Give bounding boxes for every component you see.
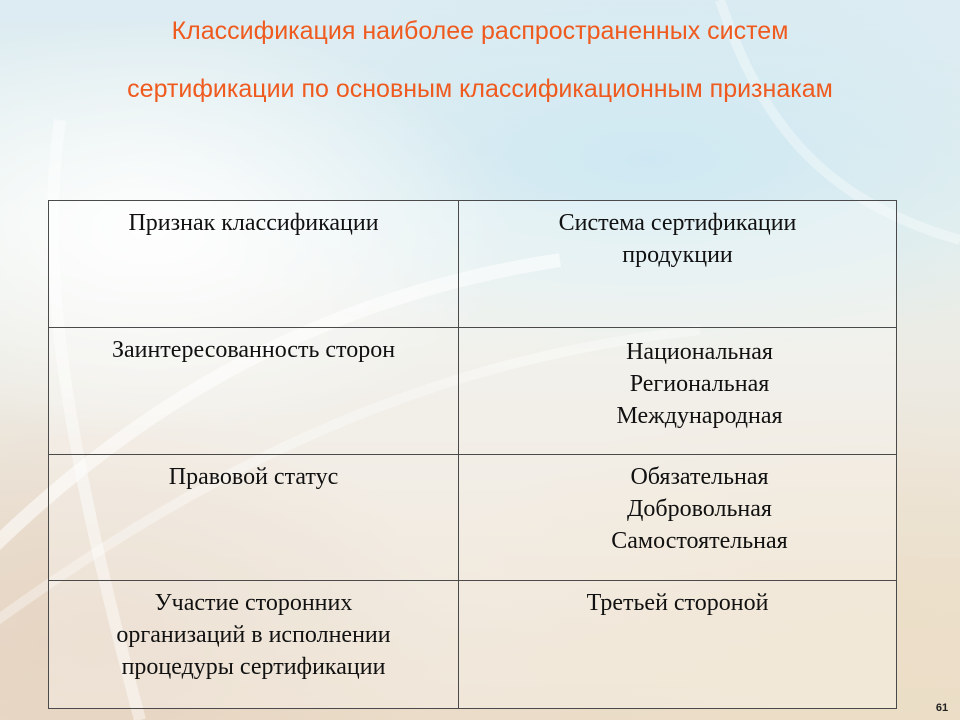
criterion-text: Правовой статус: [168, 464, 339, 490]
slide-title-line-1: Классификация наиболее распространенных систем: [171, 17, 789, 45]
header-system-text-line-2: продукции: [622, 242, 733, 268]
table-row: [49, 455, 897, 581]
header-cell-criterion: [49, 201, 459, 328]
systems-cell: [459, 328, 897, 455]
slide-page-number: 61: [935, 702, 949, 714]
criterion-text-line-2: организаций в исполнении: [116, 622, 391, 648]
system-item: Добровольная: [627, 496, 772, 522]
criterion-text-line-3: процедуры сертификации: [121, 654, 386, 680]
table-row: [49, 328, 897, 455]
classification-table-container: [48, 200, 896, 708]
criterion-cell: [49, 328, 459, 455]
classification-table: [48, 200, 897, 709]
table-header-row: [49, 201, 897, 328]
system-item: Обязательная: [630, 464, 769, 490]
system-item: Национальная: [626, 339, 773, 365]
header-criterion-text: Признак классификации: [128, 210, 379, 236]
criterion-text: Заинтересованность сторон: [111, 337, 396, 363]
criterion-cell: [49, 581, 459, 709]
header-cell-system: [459, 201, 897, 328]
criterion-cell: [49, 455, 459, 581]
slide-title-line-2: сертификации по основным классификационным признакам: [127, 75, 833, 103]
systems-cell: [459, 455, 897, 581]
system-item: Третьей стороной: [586, 590, 769, 616]
slide-title: [0, 0, 960, 120]
system-item: Международная: [616, 403, 783, 429]
table-row: [49, 581, 897, 709]
header-system-text-line-1: Система сертификации: [558, 210, 797, 236]
systems-cell: [459, 581, 897, 709]
system-item: Самостоятельная: [611, 528, 788, 554]
criterion-text-line-1: Участие сторонних: [154, 590, 353, 616]
system-item: Региональная: [629, 371, 770, 397]
